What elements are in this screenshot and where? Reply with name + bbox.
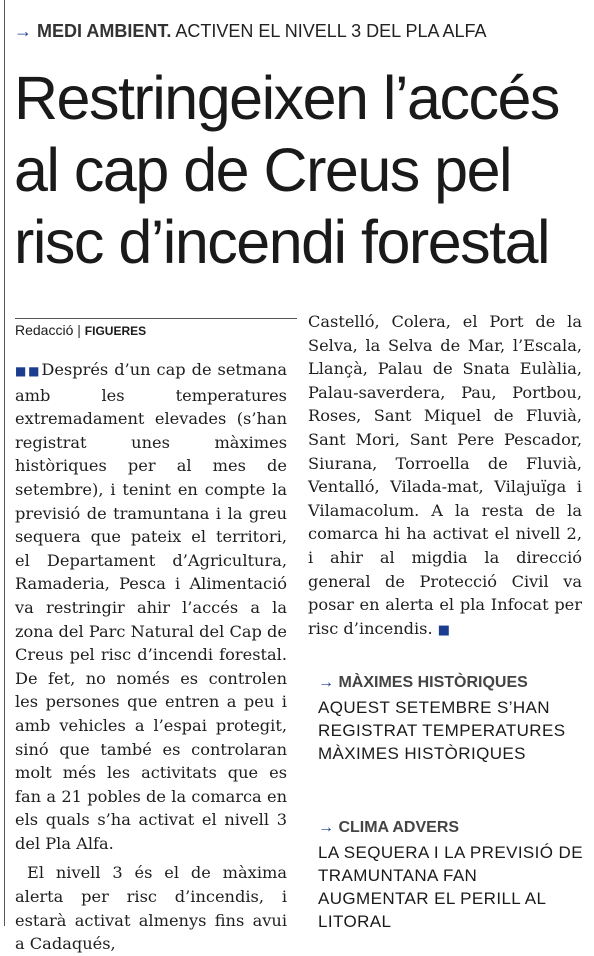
byline-separator: | xyxy=(77,322,81,338)
highlight-2-title: CLIMA ADVERS xyxy=(338,819,460,836)
highlight-1-title: MÀXIMES HISTÒRIQUES xyxy=(338,674,528,691)
page-left-rule xyxy=(4,0,5,926)
paragraph-1 xyxy=(15,358,287,855)
section-label: MEDI AMBIENT. xyxy=(37,21,172,41)
kicker-subtitle: ACTIVEN EL NIVELL 3 DEL PLA ALFA xyxy=(175,21,487,41)
paragraph-2-continued-text: Castelló, Colera, el Port de la Selva, la Selva de Mar, l’Escala, Llançà, Palau de Snata Eulàlia, Palau-saverdera, Pau, Portbou, Roses, Sant Miquel de Fluvià, Sant Mori, Sant Pere Pescador, Siurana, Torroella de Fluvià, Ventalló, Vilada-mat, Vilajuïga i Vilamacolum. A la resta de la comarca hi ha activat el nivell 2, i ahir al migdia la direcció general de Protecció Civil va posar en alerta el pla Infocat per risc d’incendis. xyxy=(308,312,582,638)
arrow-right-icon: → xyxy=(318,819,334,836)
article-column-2 xyxy=(308,310,582,642)
section-kicker xyxy=(14,20,487,42)
byline-place: FIGUERES xyxy=(84,324,147,338)
highlight-1-heading xyxy=(318,672,588,694)
paragraph-2-continued xyxy=(308,310,582,642)
arrow-right-icon: → xyxy=(14,21,32,41)
highlight-2-heading xyxy=(318,817,588,839)
highlight-box-1 xyxy=(318,672,588,765)
arrow-right-icon: → xyxy=(318,674,334,691)
article-headline: Restringeixen l’accés al cap de Creus pel risc d’incendi forestal xyxy=(14,64,559,276)
byline-author: Redacció xyxy=(15,322,74,338)
highlight-box-2 xyxy=(318,817,588,933)
byline xyxy=(15,318,297,340)
highlight-2-text: LA SEQUERA I LA PREVISIÓ DE TRAMUNTANA FAN AUGMENTAR EL PERILL AL LITORAL xyxy=(318,843,583,931)
paragraph-2-start: El nivell 3 és el de màxima alerta per risc d’incendis, i estarà activat almenys fins avui a Cadaqués, xyxy=(15,863,287,954)
end-square-icon: ■ xyxy=(437,622,451,638)
lead-square-icon: ■■ xyxy=(15,364,42,378)
paragraph-1-text: Després d’un cap de setmana amb les temperatures extremadament elevades (s’han registrat unes màximes històriques per al mes de setembre), i tenint en compte la previsió de tramuntana i la greu sequera que pateix el territori, el Departament d’Agricultura, Ramaderia, Pesca i Alimentació va restringir ahir l’accés a la zona del Parc Natural del Cap de Creus pel risc d’incendi forestal. De fet, no només es controlen les persones que entren a peu i amb vehicles a l’espai protegit, sinó que també es controlaran molt més les activitats que es fan a 21 pobles de la comarca en els quals s’ha activat el nivell 3 del Pla Alfa. xyxy=(15,360,287,853)
highlight-1-text: AQUEST SETEMBRE S’HAN REGISTRAT TEMPERATURES MÀXIMES HISTÒRIQUES xyxy=(318,698,566,763)
article-column-1 xyxy=(15,358,287,956)
